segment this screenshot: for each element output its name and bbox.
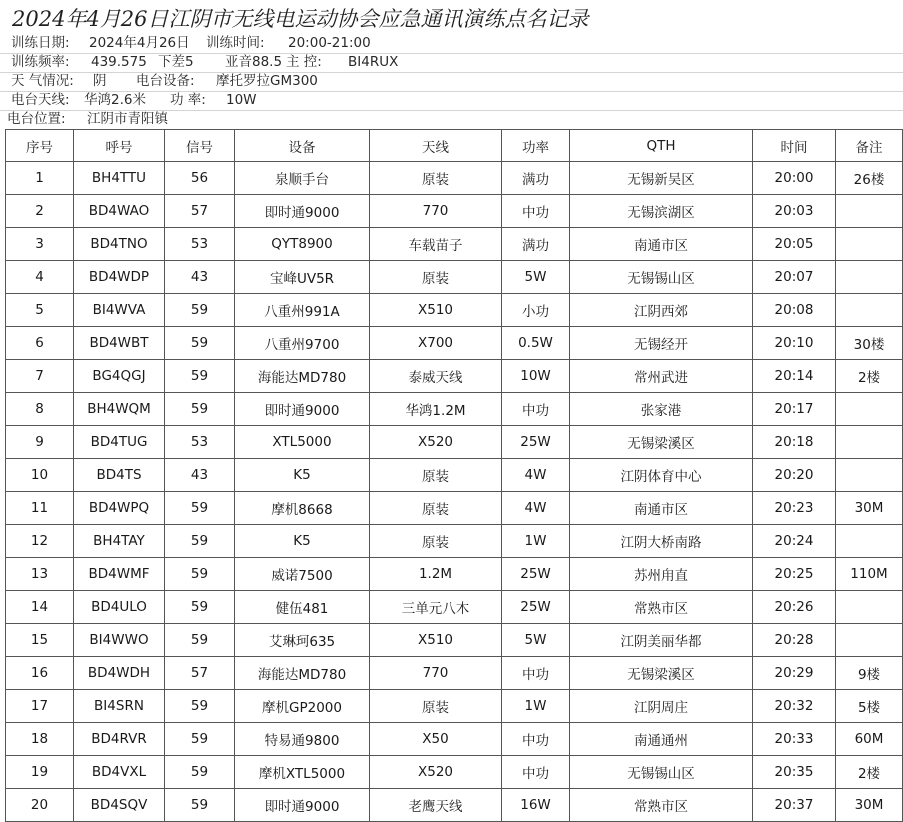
callsign-cell: BD4VXL — [74, 756, 165, 789]
remark-cell — [836, 294, 903, 327]
power-cell: 4W — [502, 459, 570, 492]
signal-report-cell: 59 — [165, 360, 235, 393]
row-index-cell: 2 — [6, 195, 74, 228]
qth-cell: 无锡梁溪区 — [570, 657, 753, 690]
antenna-cell: 华鸿1.2M — [370, 393, 502, 426]
frequency-offset: 下差5 — [158, 54, 194, 70]
row-index-cell: 10 — [6, 459, 74, 492]
power-cell: 中功 — [502, 756, 570, 789]
control-station: BI4RUX — [348, 54, 399, 70]
info-row-antenna — [0, 91, 903, 110]
table-header-row — [6, 130, 903, 162]
antenna-value: 华鸿2.6米 — [84, 92, 146, 108]
remark-cell: 30M — [836, 789, 903, 822]
remark-cell: 2楼 — [836, 360, 903, 393]
qth-cell: 江阴大桥南路 — [570, 525, 753, 558]
signal-report-cell: 53 — [165, 426, 235, 459]
weather-label: 天 气情况: — [11, 73, 74, 89]
row-index-cell: 16 — [6, 657, 74, 690]
qth-cell: 无锡梁溪区 — [570, 426, 753, 459]
rollcall-table — [5, 129, 903, 822]
table-row — [6, 261, 903, 294]
row-index-cell: 1 — [6, 162, 74, 195]
antenna-cell: 三单元八木 — [370, 591, 502, 624]
table-row — [6, 162, 903, 195]
device-cell: 威诺7500 — [235, 558, 370, 591]
qth-cell: 江阴周庄 — [570, 690, 753, 723]
qth-cell: 苏州甪直 — [570, 558, 753, 591]
device-cell: K5 — [235, 525, 370, 558]
signal-report-cell: 43 — [165, 459, 235, 492]
device-cell: 八重州9700 — [235, 327, 370, 360]
remark-cell: 60M — [836, 723, 903, 756]
signal-report-cell: 57 — [165, 657, 235, 690]
device-cell: 即时通9000 — [235, 393, 370, 426]
callsign-cell: BI4WVA — [74, 294, 165, 327]
callsign-cell: BH4TTU — [74, 162, 165, 195]
antenna-label: 电台天线: — [11, 92, 70, 108]
qth-cell: 无锡锡山区 — [570, 261, 753, 294]
row-index-cell: 20 — [6, 789, 74, 822]
table-row — [6, 492, 903, 525]
row-index-cell: 7 — [6, 360, 74, 393]
antenna-cell: X520 — [370, 756, 502, 789]
device-cell: 摩机8668 — [235, 492, 370, 525]
time-cell: 20:05 — [753, 228, 836, 261]
table-row — [6, 756, 903, 789]
row-index-cell: 5 — [6, 294, 74, 327]
antenna-cell: 原装 — [370, 492, 502, 525]
time-cell: 20:35 — [753, 756, 836, 789]
remark-cell: 5楼 — [836, 690, 903, 723]
antenna-cell: X700 — [370, 327, 502, 360]
power-cell: 10W — [502, 360, 570, 393]
date-value: 2024年4月26日 — [89, 35, 190, 51]
page-title: 2024年4月26日江阴市无线电运动协会应急通讯演练点名记录 — [12, 7, 589, 31]
device-cell: K5 — [235, 459, 370, 492]
antenna-cell: X510 — [370, 624, 502, 657]
time-cell: 20:33 — [753, 723, 836, 756]
qth-cell: 江阴西郊 — [570, 294, 753, 327]
signal-report-cell: 59 — [165, 393, 235, 426]
time-cell: 20:20 — [753, 459, 836, 492]
device-cell: 海能达MD780 — [235, 360, 370, 393]
signal-report-cell: 56 — [165, 162, 235, 195]
callsign-cell: BD4WDP — [74, 261, 165, 294]
signal-report-cell: 59 — [165, 690, 235, 723]
remark-cell — [836, 459, 903, 492]
weather-value: 阴 — [93, 73, 107, 89]
device-cell: 摩机XTL5000 — [235, 756, 370, 789]
power-cell: 满功 — [502, 228, 570, 261]
location-value: 江阴市青阳镇 — [87, 111, 168, 127]
qth-cell: 无锡滨湖区 — [570, 195, 753, 228]
callsign-cell: BD4TNO — [74, 228, 165, 261]
time-cell: 20:17 — [753, 393, 836, 426]
row-index-cell: 13 — [6, 558, 74, 591]
table-row — [6, 327, 903, 360]
table-row — [6, 690, 903, 723]
time-cell: 20:18 — [753, 426, 836, 459]
signal-report-cell: 53 — [165, 228, 235, 261]
qth-cell: 无锡锡山区 — [570, 756, 753, 789]
header-index: 序号 — [6, 130, 74, 162]
antenna-cell: 1.2M — [370, 558, 502, 591]
callsign-cell: BD4WPQ — [74, 492, 165, 525]
device-cell: QYT8900 — [235, 228, 370, 261]
table-row — [6, 525, 903, 558]
time-cell: 20:08 — [753, 294, 836, 327]
signal-report-cell: 57 — [165, 195, 235, 228]
power-cell: 1W — [502, 525, 570, 558]
power-cell: 0.5W — [502, 327, 570, 360]
antenna-cell: 原装 — [370, 162, 502, 195]
device-cell: 健伍481 — [235, 591, 370, 624]
location-label: 电台位置: — [7, 111, 66, 127]
signal-report-cell: 59 — [165, 294, 235, 327]
remark-cell: 30楼 — [836, 327, 903, 360]
header-antenna: 天线 — [370, 130, 502, 162]
signal-report-cell: 59 — [165, 624, 235, 657]
remark-cell — [836, 426, 903, 459]
signal-report-cell: 59 — [165, 591, 235, 624]
table-row — [6, 426, 903, 459]
time-cell: 20:37 — [753, 789, 836, 822]
antenna-cell: X510 — [370, 294, 502, 327]
time-cell: 20:25 — [753, 558, 836, 591]
time-cell: 20:00 — [753, 162, 836, 195]
time-cell: 20:23 — [753, 492, 836, 525]
antenna-cell: 老鹰天线 — [370, 789, 502, 822]
device-cell: 泉顺手台 — [235, 162, 370, 195]
date-label: 训练日期: — [11, 35, 70, 51]
table-row — [6, 294, 903, 327]
row-index-cell: 3 — [6, 228, 74, 261]
device-cell: 即时通9000 — [235, 195, 370, 228]
signal-report-cell: 59 — [165, 558, 235, 591]
device-cell: 八重州991A — [235, 294, 370, 327]
signal-report-cell: 43 — [165, 261, 235, 294]
qth-cell: 南通通州 — [570, 723, 753, 756]
header-callsign: 呼号 — [74, 130, 165, 162]
power-cell: 25W — [502, 558, 570, 591]
callsign-cell: BI4SRN — [74, 690, 165, 723]
table-row — [6, 789, 903, 822]
time-cell: 20:32 — [753, 690, 836, 723]
time-value: 20:00-21:00 — [288, 35, 371, 51]
qth-cell: 江阴美丽华都 — [570, 624, 753, 657]
header-power: 功率 — [502, 130, 570, 162]
remark-cell — [836, 591, 903, 624]
antenna-cell: 原装 — [370, 459, 502, 492]
row-index-cell: 9 — [6, 426, 74, 459]
power-cell: 5W — [502, 624, 570, 657]
info-row-location — [0, 110, 903, 129]
row-index-cell: 17 — [6, 690, 74, 723]
callsign-cell: BD4WAO — [74, 195, 165, 228]
qth-cell: 常熟市区 — [570, 789, 753, 822]
ctcss-tone: 亚音88.5 — [225, 54, 283, 70]
device-cell: 宝峰UV5R — [235, 261, 370, 294]
table-row — [6, 459, 903, 492]
signal-report-cell: 59 — [165, 492, 235, 525]
power-label: 功 率: — [170, 92, 206, 108]
info-row-weather — [0, 72, 903, 91]
frequency-label: 训练频率: — [11, 54, 70, 70]
remark-cell — [836, 624, 903, 657]
qth-cell: 无锡新吴区 — [570, 162, 753, 195]
table-row — [6, 624, 903, 657]
power-value: 10W — [226, 92, 257, 108]
callsign-cell: BI4WWO — [74, 624, 165, 657]
power-cell: 满功 — [502, 162, 570, 195]
callsign-cell: BD4TUG — [74, 426, 165, 459]
antenna-cell: 原装 — [370, 690, 502, 723]
row-index-cell: 4 — [6, 261, 74, 294]
frequency-value: 439.575 — [91, 54, 147, 70]
device-cell: 艾琳珂635 — [235, 624, 370, 657]
time-cell: 20:29 — [753, 657, 836, 690]
time-cell: 20:10 — [753, 327, 836, 360]
qth-cell: 南通市区 — [570, 492, 753, 525]
table-row — [6, 195, 903, 228]
table-body — [6, 162, 903, 822]
row-index-cell: 14 — [6, 591, 74, 624]
header-qth: QTH — [570, 130, 753, 162]
signal-report-cell: 59 — [165, 525, 235, 558]
device-cell: XTL5000 — [235, 426, 370, 459]
signal-report-cell: 59 — [165, 327, 235, 360]
row-index-cell: 11 — [6, 492, 74, 525]
remark-cell — [836, 393, 903, 426]
row-index-cell: 6 — [6, 327, 74, 360]
device-cell: 摩机GP2000 — [235, 690, 370, 723]
header-signal: 信号 — [165, 130, 235, 162]
row-index-cell: 12 — [6, 525, 74, 558]
row-index-cell: 8 — [6, 393, 74, 426]
remark-cell: 26楼 — [836, 162, 903, 195]
table-row — [6, 393, 903, 426]
antenna-cell: 770 — [370, 195, 502, 228]
remark-cell — [836, 525, 903, 558]
power-cell: 中功 — [502, 723, 570, 756]
time-cell: 20:24 — [753, 525, 836, 558]
table-row — [6, 723, 903, 756]
callsign-cell: BH4TAY — [74, 525, 165, 558]
callsign-cell: BD4RVR — [74, 723, 165, 756]
power-cell: 小功 — [502, 294, 570, 327]
antenna-cell: X520 — [370, 426, 502, 459]
qth-cell: 张家港 — [570, 393, 753, 426]
remark-cell: 2楼 — [836, 756, 903, 789]
callsign-cell: BH4WQM — [74, 393, 165, 426]
row-index-cell: 15 — [6, 624, 74, 657]
power-cell: 5W — [502, 261, 570, 294]
time-cell: 20:03 — [753, 195, 836, 228]
callsign-cell: BD4TS — [74, 459, 165, 492]
remark-cell — [836, 261, 903, 294]
antenna-cell: 770 — [370, 657, 502, 690]
qth-cell: 常州武进 — [570, 360, 753, 393]
qth-cell: 江阴体育中心 — [570, 459, 753, 492]
callsign-cell: BD4ULO — [74, 591, 165, 624]
remark-cell — [836, 195, 903, 228]
time-cell: 20:07 — [753, 261, 836, 294]
device-value: 摩托罗拉GM300 — [216, 73, 318, 89]
info-row-date — [0, 34, 903, 53]
power-cell: 中功 — [502, 393, 570, 426]
device-cell: 特易通9800 — [235, 723, 370, 756]
callsign-cell: BG4QGJ — [74, 360, 165, 393]
table-row — [6, 360, 903, 393]
time-cell: 20:26 — [753, 591, 836, 624]
power-cell: 25W — [502, 591, 570, 624]
info-row-frequency — [0, 53, 903, 72]
power-cell: 中功 — [502, 195, 570, 228]
power-cell: 4W — [502, 492, 570, 525]
callsign-cell: BD4WDH — [74, 657, 165, 690]
table-row — [6, 558, 903, 591]
row-index-cell: 18 — [6, 723, 74, 756]
callsign-cell: BD4WBT — [74, 327, 165, 360]
table-row — [6, 591, 903, 624]
power-cell: 1W — [502, 690, 570, 723]
signal-report-cell: 59 — [165, 723, 235, 756]
remark-cell: 110M — [836, 558, 903, 591]
table-row — [6, 657, 903, 690]
callsign-cell: BD4SQV — [74, 789, 165, 822]
signal-report-cell: 59 — [165, 756, 235, 789]
header-time: 时间 — [753, 130, 836, 162]
row-index-cell: 19 — [6, 756, 74, 789]
antenna-cell: 原装 — [370, 525, 502, 558]
header-remark: 备注 — [836, 130, 903, 162]
device-cell: 海能达MD780 — [235, 657, 370, 690]
power-cell: 16W — [502, 789, 570, 822]
qth-cell: 无锡经开 — [570, 327, 753, 360]
power-cell: 中功 — [502, 657, 570, 690]
header-device: 设备 — [235, 130, 370, 162]
remark-cell — [836, 228, 903, 261]
time-label: 训练时间: — [206, 35, 265, 51]
remark-cell: 9楼 — [836, 657, 903, 690]
device-label: 电台设备: — [136, 73, 195, 89]
device-cell: 即时通9000 — [235, 789, 370, 822]
callsign-cell: BD4WMF — [74, 558, 165, 591]
antenna-cell: X50 — [370, 723, 502, 756]
time-cell: 20:28 — [753, 624, 836, 657]
table-row — [6, 228, 903, 261]
power-cell: 25W — [502, 426, 570, 459]
remark-cell: 30M — [836, 492, 903, 525]
antenna-cell: 车载苗子 — [370, 228, 502, 261]
antenna-cell: 泰威天线 — [370, 360, 502, 393]
qth-cell: 南通市区 — [570, 228, 753, 261]
signal-report-cell: 59 — [165, 789, 235, 822]
antenna-cell: 原装 — [370, 261, 502, 294]
qth-cell: 常熟市区 — [570, 591, 753, 624]
time-cell: 20:14 — [753, 360, 836, 393]
control-label: 主 控: — [286, 54, 322, 70]
